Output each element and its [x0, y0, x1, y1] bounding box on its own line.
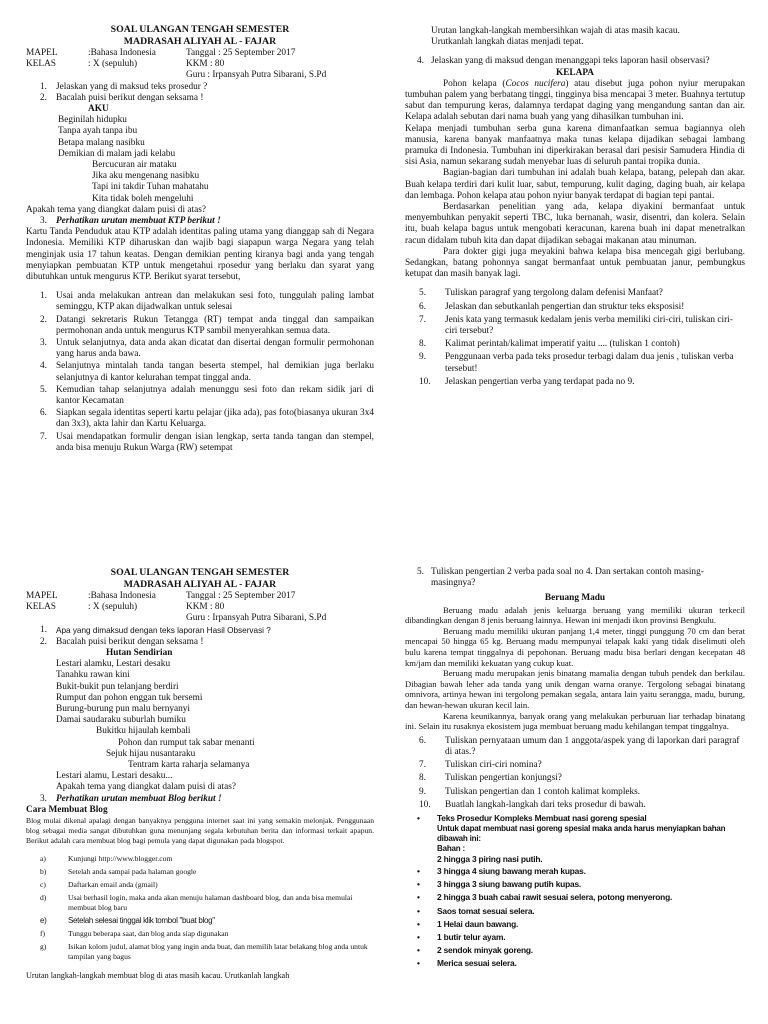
poem-stanza-1 — [26, 659, 374, 726]
poem-title: Hutan Sendirian — [106, 647, 173, 658]
poem-stanza-1 — [26, 115, 374, 160]
beruang-paragraph-3: Beruang madu merupakan jenis binatang mamalia dengan tubuh pendek dan berkilau. Dibagian bawah leher ada tanda yang unik dengan warna oranye. Tergolong sebagai binatang omnivora, artinya hewan ini tergolong pemakan segala, antara lain yaitu serangga, madu, burung, dan hewan-hewan ukuran kecil lain. — [405, 668, 745, 710]
poem-line: Kita tidak boleh mengeluhi — [92, 193, 194, 204]
blog-paragraph: Blog mulai dikenal apalagi dengan banyaknya pengguna internet saat ini yang semakin melonjak. Penggunaan blog sebagai media sangat dibutuhkan guna menunjang segala kebutuhan berita dan informasi terkait apapun. Berikut adalah cara membuat blog bagi pemula yang dapat digunakan pada blogspot. — [26, 816, 374, 846]
list-item: • Saos tomat sesuai selera. — [417, 905, 535, 916]
kelas-value: : X (sepuluh) — [88, 59, 138, 70]
teacher-name: Guru : Irpansyah Putra Sibarani, S.Pd — [186, 70, 327, 81]
poem-line: Pohon dan rumput tak sabar menanti — [118, 737, 255, 748]
poem-line: Lestari alamu, Lestari desaku... — [56, 771, 173, 782]
kelapa-paragraph-3: Bagian-bagian dari tumbuhan ini adalah buah kelapa, batang, pelepah dan akar. Buah kelapa terdiri dari kulit luar, sabut, tempurung, kulit daging, daging buah, air kelapa dan lembaga. Pohon kelapa atau pohon nyiur banyak terdapat di bagian tepi pantai. — [405, 168, 745, 201]
poem-line: Lestari alamku, Lestari desaku — [56, 659, 171, 670]
list-item: 7. Tuliskan ciri-ciri nomina? — [419, 760, 542, 771]
exam-page-2 — [0, 561, 768, 1024]
kelapa-paragraph-4: Berdasarkan penelitian yang ada, kelapa diyakini bermanfaat untuk menyembuhkan penyakit seperti TBC, luka bernanah, wasir, disentri, dan kolera. Selain itu, buah kelapa bagus untuk mengobati keracunan, karena buah ini dapat menetralkan racun didalam tubuh kita dan dapat dijadikan sebagai makanan atau minuman. — [405, 202, 745, 246]
list-item: • 3 hingga 3 siung bawang putih kupas. — [417, 879, 582, 890]
list-item: 5. Tuliskan paragraf yang tergolong dalam defenisi Manfaat? — [419, 288, 663, 299]
poem-line: Beginilah hidupku — [58, 115, 127, 126]
exam-title: SOAL ULANGAN TENGAH SEMESTER — [110, 24, 290, 35]
list-item: 2. Datangi sekretaris Rukun Tetangga (RT) tempat anda tinggal dan sampaikan permohonan anda untuk mengurus KTP sambil menyerahkan semua data. — [40, 314, 374, 336]
kelapa-paragraph-2: Kelapa menjadi tumbuhan serba guna karena dimanfaatkan semua bagiannya oleh manusia, karena banyak manfaatnya maka tunas kelapa dijadikan sebagai lambang pramuka di Indonesia. Tumbuhan ini diperkirakan berasal dari pesisir Samudera Hindia di sisi Asia, namun sekarang sudah menyebar luas di seluruh pantai tropika dunia. — [405, 123, 745, 168]
list-item: • 2 sendok minyak goreng. — [417, 945, 533, 956]
meta-row-3 — [26, 613, 374, 624]
poem-line: Bukitku hijaulah kembali — [96, 726, 191, 737]
right-column — [405, 0, 745, 388]
kkm-value: KKM : 80 — [186, 602, 225, 613]
poem-line: Damai saudaraku suburlah bumiku — [56, 715, 186, 726]
right-column — [405, 561, 745, 971]
list-item: e) Setelah selesai tinggal klik tombol "buat blog" — [40, 916, 215, 926]
meta-row-1 — [26, 48, 374, 59]
poem-line: Tentram karta raharja selamanya — [128, 760, 250, 770]
blog-steps-list — [26, 854, 374, 962]
kelas-label: KELAS — [26, 602, 56, 613]
date-value: Tanggal : 25 September 2017 — [186, 48, 296, 58]
list-item: d) Usai berhasil login, maka anda akan menuju halaman dashboard blog, dan anda bisa memulai membuat blog baru — [40, 893, 353, 913]
poem-line: Demikian di malam jadi kelabu — [58, 148, 176, 159]
list-item: f) Tunggu beberapa saat, dan blog anda siap digunakan — [40, 929, 229, 939]
kelapa-paragraph-1: Pohon kelapa (Cocos nucifera) atau disebut juga pohon nyiur merupakan tumbuhan palem yang berbatang tinggi, tingginya bisa mencapai 3 meter. Buahnya tertutup sabut dan tempurung keras, dalamnya terdapat daging yang mengandung santan dan air. Kelapa adalah sebutan dari nama buah yang yang dihasilkan tumbuhan ini. — [405, 78, 745, 123]
poem-stanza-2 — [26, 160, 374, 205]
ingredients-list — [405, 865, 745, 971]
list-item: • 1 Helai daun bawang. — [417, 918, 519, 929]
kelapa-paragraph-5: Para dokter gigi juga meyakini bahwa kelapa bisa mencegah gigi berlubang. Sedangkan, batang pohonnya sangat bermanfaat untuk pembuatan janur, pembungkus ketupat dan masih banyak lagi. — [405, 246, 745, 280]
date-value: Tanggal : 25 September 2017 — [186, 591, 296, 601]
questions-list-right — [405, 736, 745, 811]
question-5: 5. Tuliskan pengertian 2 verba pada soal no 4. Dan sertakan contoh masing-masingnya? — [417, 567, 704, 589]
list-item: 6. Siapkan segala identitas seperti kartu pelajar (jika ada), pas foto(biasanya ukuran 3x4 dan 3x3), akta lahir dan Kartu Keluarga. — [40, 408, 374, 430]
ktp-paragraph: Kartu Tanda Penduduk atau KTP adalah identitas paling utama yang dianggap sah di Negara Indonesia. Memiliki KTP diharuskan dan wajib bagi siapapun warga Negara yang telah menginjak usia 17 tahun keatas. Dengan demikian penting kiranya bagi anda yang tengah menyiapkan pembuatan KTP untuk mengetahui rposedur yang berlaku dan syarat yang dibutuhkan untuk mengurus KTP. Berikut syarat tersebut, — [26, 227, 374, 283]
poem-line: Sejuk hijau nusantaraku — [106, 748, 196, 759]
beruang-paragraph-1: Beruang madu adalah jenis keluarga beruang yang memiliki ukuran terkecil dibandingkan dengan 8 jenis beruang lainnya. Hewan ini menjadi ikon provinsi Bengkulu. — [405, 604, 745, 626]
list-item: 3. Untuk selanjutnya, data anda akan dicatat dan disertai dengan formulir permohonan yang harus anda bawa. — [40, 338, 374, 360]
kelapa-title: KELAPA — [555, 67, 595, 78]
list-item: 4. Selanjutnya mintalah tanda tangan beserta stempel, hal demikian juga berlaku selanjutnya di kantor kelurahan tempat tinggal anda. — [40, 361, 374, 383]
procedure-bahan-label: Bahan : — [437, 843, 465, 853]
question-2: 2. Bacalah puisi berikut dengan seksama ! — [40, 636, 204, 647]
question-1: 1. Jelaskan yang di maksud teks prosedur ? — [40, 81, 208, 92]
list-item: 9. Penggunaan verba pada teks prosedur terbagi dalam dua jenis , tuliskan verba tersebut! — [419, 352, 734, 374]
school-name: MADRASAH ALIYAH AL - FAJAR — [123, 36, 277, 47]
questions-list-right — [405, 288, 745, 388]
kelas-value: : X (sepuluh) — [88, 602, 138, 613]
procedure-title: • Teks Prosedur Kompleks Membuat nasi goreng spesial — [417, 812, 647, 823]
list-item: 7. Usai mendapatkan formulir dengan isian lengkap, serta tanda tangan dan stempel, anda bisa menuju Rukun Warga (RW) setempat — [40, 431, 374, 453]
list-item: 6. Tuliskan pernyataan umum dan 1 anggota/aspek yang di laporkan dari paragraf di atas.? — [419, 735, 740, 757]
list-item: 10. Jelaskan pengertian verba yang terdapat pada no 9. — [419, 376, 635, 387]
order-instruction-1: Urutan langkah-langkah membersihkan wajah di atas masih kacau. — [431, 26, 680, 36]
poem-question: Apakah tema yang diangkat dalam puisi di atas? — [26, 204, 206, 215]
poem-line: Tanpa ayah tanpa ibu — [58, 126, 138, 137]
poem-line: Betapa malang nasibku — [58, 137, 145, 148]
list-item: 8. Tuliskan pengertian konjungsi? — [419, 773, 562, 784]
poem-line: Bercucuran air mataku — [92, 159, 177, 170]
school-name: MADRASAH ALIYAH AL - FAJAR — [123, 579, 277, 590]
list-item: 9. Tuliskan pengertian dan 1 contoh kalimat kompleks. — [419, 786, 641, 797]
list-item: c) Daftarkan email anda (gmail) — [40, 880, 158, 890]
question-4: 4. Jelaskan yang di maksud dengan menanggapi teks laporan hasil observasi? — [417, 56, 710, 67]
poem-line: Bukit-bukit pun telanjang berdiri — [56, 681, 179, 692]
question-3: 3. Perhatikan urutan membuat Blog berikut ! — [40, 793, 222, 804]
kelas-label: KELAS — [26, 59, 56, 70]
question-1: 1. Apa yang dimaksud dengan teks laporan Hasil Observasi ? — [40, 624, 271, 635]
mapel-label: MAPEL — [26, 591, 58, 601]
poem-line: Tanahku rawan kini — [56, 670, 130, 681]
blog-outro: Urutan langkah-langkah membuat blog di atas masih kacau. Urutkanlah langkah — [26, 971, 290, 981]
ktp-steps-list — [26, 291, 374, 454]
poem-line: Rumput dan pohon enggan tuk bersemi — [56, 692, 203, 703]
list-item: 8. Kalimat perintah/kalimat imperatif yaitu .... (tuliskan 1 contoh) — [419, 339, 680, 350]
meta-row-3 — [26, 70, 374, 81]
beruang-title: Beruang Madu — [544, 593, 606, 604]
meta-row-2 — [26, 59, 374, 70]
list-item: 7. Jenis kata yang termasuk kedalam jenis verba memiliki ciri-ciri, tuliskan ciri-ciri tersebut? — [419, 314, 733, 337]
list-item: • Merica sesuai selera. — [417, 958, 517, 969]
poem-question: Apakah tema yang diangkat dalam puisi di atas? — [56, 782, 236, 793]
mapel-value: :Bahasa Indonesia — [88, 48, 156, 58]
mapel-label: MAPEL — [26, 48, 58, 58]
question-2: 2. Bacalah puisi berikut dengan seksama ! — [40, 92, 204, 103]
poem-line: Tapi ini takdir Tuhan mahatahu — [92, 182, 209, 193]
beruang-paragraph-2: Beruang madu memiliki ukuran panjang 1,4 meter, tinggi punggung 70 cm dan berat mencapai 50 hingga 65 kg. Beruang madu mempunyai telapak kaki yang tidak diselimuti oleh bulu karena tempat tinggalnya di pepohonan. Beruang madu bisa berlari dengan kecepatan 48 km/jam dan memiliki kekuatan yang cukup kuat. — [405, 625, 745, 668]
list-item: • 1 butir telur ayam. — [417, 931, 506, 942]
left-column — [26, 561, 374, 981]
list-item: b) Setelah anda sampai pada halaman google — [40, 867, 197, 877]
left-column — [26, 0, 374, 454]
teacher-name: Guru : Irpansyah Putra Sibarani, S.Pd — [186, 613, 327, 624]
mapel-value: :Bahasa Indonesia — [88, 591, 156, 601]
list-item: a) Kunjungi http://www.blogger.com — [40, 854, 173, 864]
meta-row-2 — [26, 602, 374, 613]
list-item: 1. Usai anda melakukan antrean dan melakukan sesi foto, tunggulah paling lambat seminggu, KTP akan dijadwalkan untuk selesai — [40, 291, 374, 313]
list-item: 10. Buatlah langkah-langkah dari teks prosedur di bawah. — [419, 799, 646, 810]
list-item: • 2 hingga 3 buah cabai rawit sesuai selera, potong menyerong. — [417, 892, 673, 903]
blog-title: Cara Membuat Blog — [26, 804, 108, 815]
kkm-value: KKM : 80 — [186, 59, 225, 70]
poem-title: AKU — [88, 103, 109, 114]
question-3: 3. Perhatikan urutan membuat KTP berikut ! — [40, 216, 221, 226]
meta-row-1 — [26, 591, 374, 602]
poem-line: Jika aku mengenang nasibku — [92, 171, 200, 182]
list-item: • 3 hingga 4 siung bawang merah kupas. — [417, 865, 586, 876]
poem-stanza-2 — [26, 726, 374, 782]
list-item: 6. Jelaskan dan sebutkanlah pengertian dan struktur teks eksposisi! — [419, 301, 685, 312]
ingredient-first: 2 hingga 3 piring nasi putih. — [437, 853, 543, 864]
beruang-paragraph-4: Karena keunikannya, banyak orang yang melakukan perburuan liar terhadap binatang ini. Selain itu rusaknya ekosistem juga membuat beruang madu kehilangan tempat tinggalnya. — [405, 710, 745, 732]
list-item: 5. Kemudian tahap selanjutnya adalah menunggu sesi foto dan rekam sidik jari di kantor Kecamatan — [40, 384, 374, 407]
exam-title: SOAL ULANGAN TENGAH SEMESTER — [110, 567, 290, 578]
poem-line: Burung-burung pun malu bernyanyi — [56, 703, 191, 714]
order-instruction-2: Urutkanlah langkah diatas menjadi tepat. — [431, 37, 584, 48]
list-item: g) Isikan kolom judul, alamat blog yang ingin anda buat, dan memilih latar belakang blog anda untuk tampilan yang bagus — [40, 942, 368, 962]
procedure-intro: Untuk dapat membuat nasi goreng spesial maka anda harus menyiapkan bahan dibawah ini: — [437, 823, 726, 843]
